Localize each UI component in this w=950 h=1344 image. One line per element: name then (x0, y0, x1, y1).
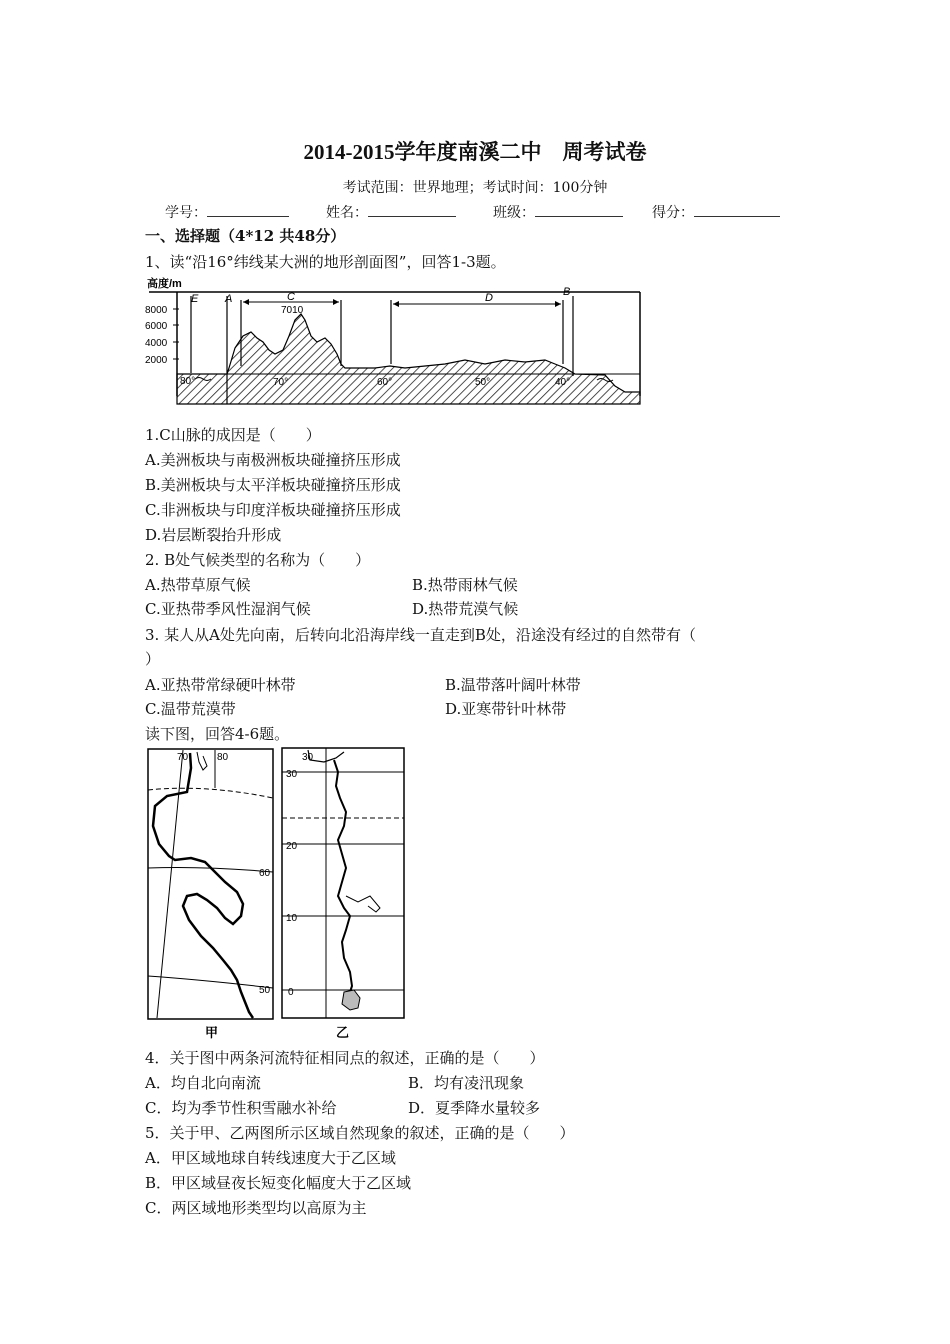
q3-stem: 3. 某人从A处先向南，后转向北沿海岸线一直走到B处，沿途没有经过的自然带有（ (145, 626, 696, 644)
class-field[interactable] (493, 202, 623, 222)
q1-option-c[interactable]: C.非洲板块与印度洋板块碰撞挤压形成 (145, 501, 401, 519)
q2-option-b[interactable]: B.热带雨林气候 (412, 576, 518, 594)
exam-scope-line: 考试范围：世界地理；考试时间：100分钟 (342, 180, 608, 196)
terrain-profile-figure (145, 276, 643, 410)
lake-p (342, 990, 360, 1010)
y-tick-4000: 4000 (145, 338, 168, 349)
q3-stem-end: ） (145, 650, 161, 668)
q5-option-b[interactable]: B．甲区域昼夜长短变化幅度大于乙区域 (145, 1174, 412, 1192)
q2-stem: 2. B处气候类型的名称为（ ） (145, 551, 371, 569)
score-label: 得分： (652, 205, 694, 221)
map-jia-label-50: 50 (259, 985, 271, 996)
class-label: 班级： (493, 205, 535, 221)
map-jia-caption: 甲 (205, 1025, 219, 1040)
label-C: C (287, 291, 295, 303)
map-yi-label-0: 0 (288, 987, 294, 998)
q2-option-d[interactable]: D.热带荒漠气候 (412, 600, 519, 618)
y-tick-8000: 8000 (145, 305, 168, 316)
map-jia-label-70: 70 (177, 752, 189, 763)
q1-option-a[interactable]: A.美洲板块与南极洲板块碰撞挤压形成 (145, 451, 401, 469)
name-blank[interactable] (368, 202, 456, 217)
map-jia-label-80: 80 (217, 752, 229, 763)
q3-option-c[interactable]: C.温带荒漠带 (145, 700, 236, 718)
peak-height: 7010 (281, 305, 304, 316)
score-blank[interactable] (694, 202, 780, 217)
map-yi-label-30: 30 (286, 769, 298, 780)
q3-option-d[interactable]: D.亚寒带针叶林带 (445, 700, 567, 718)
q2-option-c[interactable]: C.亚热带季风性湿润气候 (145, 600, 311, 618)
student-id-blank[interactable] (207, 202, 289, 217)
q1-option-d[interactable]: D.岩层断裂抬升形成 (145, 526, 282, 544)
y-tick-6000: 6000 (145, 321, 168, 332)
lon-60: 60° (377, 377, 393, 388)
map-jia-figure (145, 748, 277, 1040)
map-jia-label-60: 60 (259, 868, 271, 879)
terrain-profile (177, 314, 640, 404)
lon-80: 80° (180, 376, 196, 387)
q4-option-a[interactable]: A．均自北向南流 (145, 1074, 261, 1092)
label-B: B (563, 286, 571, 298)
q4-stem: 4．关于图中两条河流特征相同点的叙述，正确的是（ ） (145, 1049, 545, 1067)
q2-option-a[interactable]: A.热带草原气候 (145, 576, 251, 594)
q5-option-c[interactable]: C．两区域地形类型均以高原为主 (145, 1199, 367, 1217)
question-intro-2: 读下图，回答4-6题。 (145, 725, 290, 743)
q5-stem: 5．关于甲、乙两图所示区域自然现象的叙述，正确的是（ ） (145, 1124, 575, 1142)
score-field[interactable] (652, 202, 780, 222)
q4-option-b[interactable]: B．均有凌汛现象 (408, 1074, 525, 1092)
map-yi-label-20: 20 (286, 841, 298, 852)
y-axis-label: 高度/m (147, 278, 182, 290)
map-yi-label-10: 10 (286, 913, 298, 924)
q3-option-b[interactable]: B.温带落叶阔叶林带 (445, 676, 581, 694)
section-heading: 一、选择题（4*12 共48分） (145, 227, 346, 245)
map-yi-top-label-30: 30 (302, 752, 314, 763)
name-label: 姓名： (326, 205, 368, 221)
page-title: 2014-2015学年度南溪二中 周考试卷 (303, 140, 647, 164)
question-intro-1: 1、读“沿16°纬线某大洲的地形剖面图”，回答1-3题。 (145, 253, 506, 271)
q4-option-c[interactable]: C．均为季节性积雪融水补给 (145, 1099, 337, 1117)
river-yi (334, 760, 352, 998)
label-A: A (225, 293, 233, 305)
q1-stem: 1.C山脉的成因是（ ） (145, 426, 321, 444)
lon-40: 40° (555, 377, 571, 388)
q1-option-b[interactable]: B.美洲板块与太平洋板块碰撞挤压形成 (145, 476, 401, 494)
student-id-label: 学号： (165, 205, 207, 221)
map-yi-figure (280, 746, 408, 1042)
lon-50: 50° (475, 377, 491, 388)
river-jia (153, 753, 253, 1018)
label-D: D (485, 292, 493, 304)
label-E: E (191, 293, 199, 305)
q5-option-a[interactable]: A．甲区域地球自转线速度大于乙区域 (145, 1149, 396, 1167)
class-blank[interactable] (535, 202, 623, 217)
q3-option-a[interactable]: A.亚热带常绿硬叶林带 (145, 676, 296, 694)
lon-70: 70° (273, 377, 289, 388)
map-yi-caption: 乙 (336, 1025, 350, 1040)
q4-option-d[interactable]: D．夏季降水量较多 (408, 1099, 541, 1117)
student-id-field[interactable] (165, 202, 289, 222)
y-tick-2000: 2000 (145, 355, 168, 366)
name-field[interactable] (326, 202, 456, 222)
